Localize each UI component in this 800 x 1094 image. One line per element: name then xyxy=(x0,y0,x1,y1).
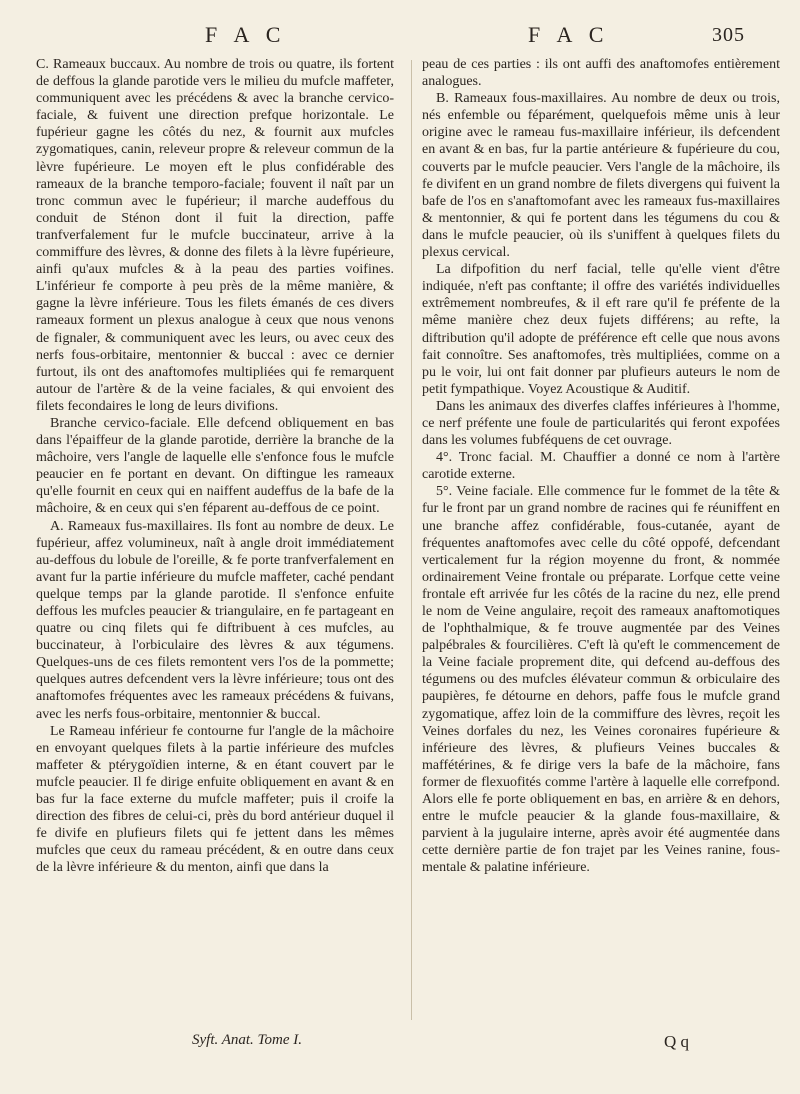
paragraph: B. Rameaux fous-maxillaires. Au nombre de deux ou trois, nés enfemble ou féparément, quelquefois même unis à leur origine avec le rameau fus-maxillaire inférieur, ils defcendent en avant & en bas, fur la partie antérieure & fupérieure du cou, couverts par le mufcle peaucier. Vers l'angle de la mâchoire, ils fe divifent en un grand nombre de filets divergens qui fuivent la bafe de l'os en s'anaftomofant avec les rameaux fus-maxillaires & mentonnier, & qui fe portent dans les tégumens du cou & dans le mufcle peaucier, où ils s'uniffent à quelques filets du plexus cervical. xyxy=(422,91,780,261)
header-left: F A C xyxy=(205,22,287,47)
paragraph: peau de ces parties : ils ont auffi des anaftomofes entièrement analogues. xyxy=(422,57,780,90)
paragraph: 5°. Veine faciale. Elle commence fur le fommet de la tête & fur le front par un grand nombre de racines qui fe réuniffent en une branche affez confidérable, fous-cutanée, ayant de fréquentes anaftomofes avec celle du côté oppofé, defcendant verticalement fur la région moyenne du front, & nommée ordinairement Veine frontale ou préparate. Lorfque cette veine frontale eft arrivée fur les côtés de la racine du nez, elle prend le nom de Veine angulaire, reçoit des rameaux anaftomotiques de l'ophthalmique, & fe trouve augmentée par des Veines palpébrales & fourcilières. C'eft là qu'eft le commencement de la Veine faciale proprement dite, qui defcend au-deffous des tégumens ou des mufcles élévateur commun & orbiculaire des paupières, fe détourne en dehors, paffe fous le mufcle grand zygomatique, affez loin de la commiffure des lèvres, reçoit les Veines dorfales du nez, les Veines coronaires fupérieure & inférieure des lèvres, & plufieurs Veines buccales & maffétérines, & fe dirige vers la bafe de la mâchoire, fans former de flexuofités comme l'artère à laquelle elle correfpond. Alors elle fe porte obliquement en bas, en arrière & en dehors, entre le mufcle peaucier & la glande fous-maxillaire, & parvient à la jugulaire interne, après avoir été augmentée dans cette dernière partie de fon trajet par les Veines ranine, fous-mentale & palatine inférieure. xyxy=(422,484,780,876)
paragraph: La difpofition du nerf facial, telle qu'elle vient d'être indiquée, n'eft pas conftante; il offre des variétés individuelles extrêmement nombreufes, & il eft rare qu'il fe préfente de la même manière chez deux fujets différens; au refte, la diftribution qu'il adopte de préférence eft celle que nous avons fait connoître. Ses anaftomofes, très multipliées, comme on a pu le voir, lui ont fait donner par plufieurs auteurs le nom de petit fympathique. Voyez Acoustique & Auditif. xyxy=(422,262,780,397)
paragraph: 4°. Tronc facial. M. Chauffier a donné ce nom à l'artère carotide externe. xyxy=(422,450,780,483)
paragraph: Branche cervico-faciale. Elle defcend obliquement en bas dans l'épaiffeur de la glande parotide, derrière la branche de la mâchoire, vers l'angle de laquelle elle s'enfonce fous le mufcle peaucier en fe portant en devant. On diftingue les rameaux qu'elle fournit en ceux qui en naiffent audeffus de la bafe de la mâchoire, & en ceux qui s'en féparent au-deffous de ce point. xyxy=(36,415,394,517)
paragraph: A. Rameaux fus-maxillaires. Ils font au nombre de deux. Le fupérieur, affez volumineux, naît à angle droit immédiatement au-deffous du lobule de l'oreille, & fe porte tranfverfalement en avant fur la partie inférieure du mufcle maffeter, caché pendant quelque temps par la glande parotide. Il s'enfonce enfuite deffous les mufcles peaucier & triangulaire, en fe partageant en quatre ou cinq filets qui fe diftribuent à ces mufcles, au buccinateur, à l'orbiculaire des lèvres & aux tégumens. Quelques-uns de ces filets remontent vers l'os de la pommette; quelques autres defcendent vers la lèvre inférieure; tous ont des anaftomofes fréquentes avec les rameaux précédens & fuivans, avec les nerfs fous-orbitaire, mentonnier & buccal. xyxy=(36,518,394,722)
header-center: F A C xyxy=(528,22,610,47)
paragraph: Dans les animaux des diverfes claffes inférieures à l'homme, ce nerf préfente une foule de particularités qui feront expofées dans les volumes fubféquens de cet ouvrage. xyxy=(422,398,780,449)
paragraph: Le Rameau inférieur fe contourne fur l'angle de la mâchoire en envoyant quelques filets à la partie inférieure des mufcles maffeter & ptérygoïdien interne, & en étant couvert par le mufcle peaucier. Il fe dirige enfuite obliquement en avant & en bas fur la face externe du mufcle maffeter; puis il croife la direction des fibres de celui-ci, près du bord antérieur duquel il fe divife en plufieurs filets qui fe jettent dans les mêmes mufcles que ceux du rameau précédent, & en outre dans ceux de la lèvre inférieure & du menton, ainfi que dans la xyxy=(36,723,394,876)
left-column xyxy=(36,56,394,877)
running-header xyxy=(0,22,800,52)
paragraph: C. Rameaux buccaux. Au nombre de trois ou quatre, ils fortent de deffous la glande parotide vers le milieu du mufcle maffeter, communiquent avec les précédens & avec la branche cervico-faciale, & fuivent une direction prefque horizontale. Le fupérieur gagne les côtés du nez, & fournit aux mufcles zygomatiques, canin, releveur propre & releveur commun de la lèvre fupérieure. Le moyen eft le plus confidérable des rameaux de la branche temporo-faciale; fouvent il naît par un tronc commun avec le fupérieur; il marche audeffous du conduit de Sténon dont il fuit la direction, paffe tranfverfalement fur le mufcle buccinateur, arrive à la commiffure des lèvres, & donne des filets à la lèvre fupérieure, ainfi qu'aux mufcles & à la peau des parties voifines. L'inférieur fe comporte à peu près de la même manière, & gagne la lèvre inférieure. Tous les filets émanés de ces divers rameaux forment un plexus analogue à ceux que nous venons de fignaler, & communiquent avec les leurs, ou avec ceux des nerfs fous-orbitaire, mentonnier & buccal : avec ce dernier furtout, ils ont des anaftomofes multipliées qui fe remarquent autour de l'artère & de la veine faciales, & qui envoient des filets fecondaires le long de leurs divifions. xyxy=(36,57,394,414)
footer xyxy=(0,1032,800,1056)
column-divider xyxy=(411,60,412,1020)
catchword: Q q xyxy=(664,1032,690,1051)
signature-mark: Syft. Anat. Tome I. xyxy=(192,1032,303,1048)
right-column xyxy=(422,56,780,877)
page-number: 305 xyxy=(712,24,745,46)
